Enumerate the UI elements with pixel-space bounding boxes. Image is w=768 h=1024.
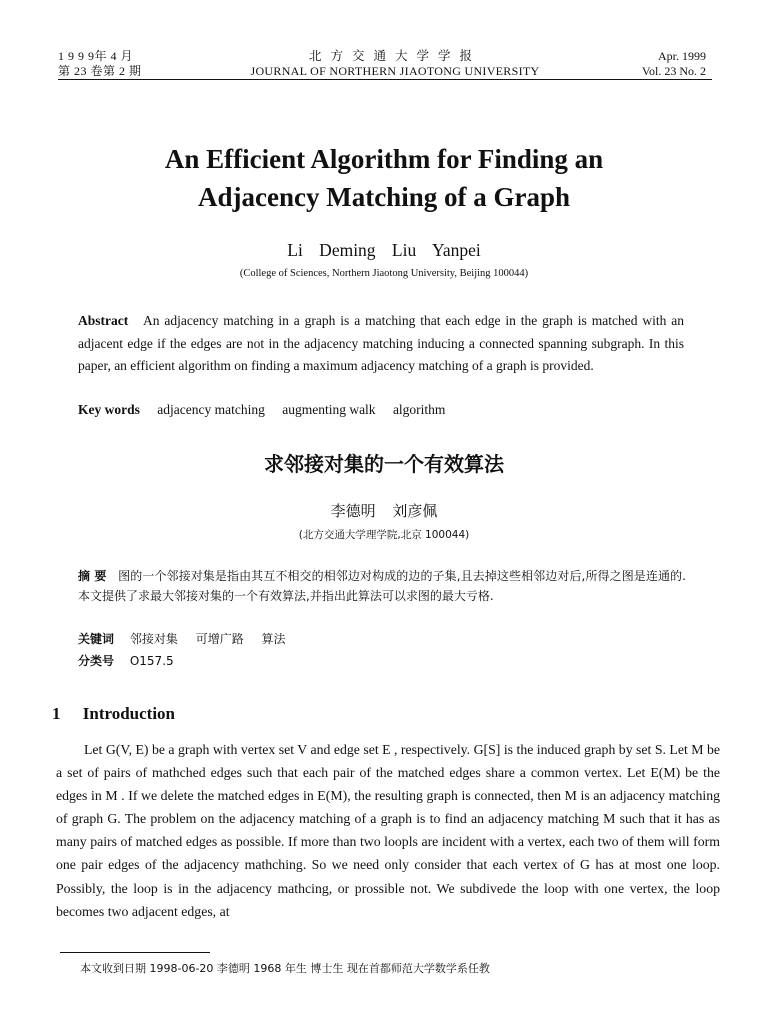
- footnote: 本文收到日期 1998-06-20 李德明 1968 年生 博士生 现在首都师范大学数学系任教: [80, 962, 490, 975]
- keyword-item: augmenting walk: [282, 402, 376, 417]
- chinese-keyword-item: 算法: [261, 632, 286, 646]
- chinese-keyword-item: 邻接对集: [129, 632, 178, 646]
- chinese-keywords-label: 关键词: [78, 632, 115, 646]
- chinese-keyword-item: 可增广路: [195, 632, 244, 646]
- header-issue-info: [58, 49, 142, 79]
- keyword-item: algorithm: [392, 402, 446, 417]
- chinese-authors: 李德明 刘彦佩: [330, 502, 438, 520]
- body-paragraph: Let G(V, E) be a graph with vertex set V and edge set E , respectively. G[S] is the induced graph by set S. Let M be a set of pairs of mathched edges such that each pair of the matched edges share a common vertex. Let E(M) be the edges in M . If we delete the matched edges in E(M), the resulting graph is connected, then M is an adjacency matching of graph G. The problem on the adjacency matching of a graph is to find an adjacency matching M such that it has as many pairs of matched edges as possible. If more than two loopls are incident with a vertex, each two of them will form one pair edges of the adjacency mathching. So we need only consider that each vertex of G has at most one loop. Possibly, the loop is in the adjacency mathcing, or prossible not. We subdivede the loop with one vertex, the loop becomes two adjacent edges, at: [56, 742, 720, 919]
- keyword-item: adjacency matching: [157, 402, 265, 417]
- section-body: [56, 738, 720, 923]
- journal-name-zh: 北方交通大学学报: [308, 49, 481, 63]
- keywords: [78, 402, 445, 418]
- header-volume-info: [642, 49, 706, 79]
- header-volume-en: Vol. 23 No. 2: [641, 64, 706, 78]
- keywords-label: Key words: [78, 402, 140, 417]
- classification-label: 分类号: [78, 654, 115, 668]
- footnote-rule: [60, 952, 210, 953]
- chinese-abstract-text: 图的一个邻接对集是指由其互不相交的相邻边对构成的边的子集,且去掉这些相邻边对后,所得之图是连通的.本文提供了求最大邻接对集的一个有效算法,并指出此算法可以求图的最大亏格.: [78, 569, 686, 603]
- classification-value: O157.5: [129, 654, 174, 668]
- header-journal: [200, 49, 590, 79]
- paper-title-line2: Adjacency Matching of a Graph: [198, 182, 570, 212]
- paper-affiliation: (College of Sciences, Northern Jiaotong University, Beijing 100044): [239, 268, 529, 279]
- abstract-text: An adjacency matching in a graph is a matching that each edge in the graph is matched with an adjacent edge if the edges are not in the adjacency matching inducing a connected spanning subgraph. In this paper, an efficient algorithm on finding a maximum adjacency matching of a graph is provided.: [78, 313, 684, 373]
- paper-title-line1: An Efficient Algorithm for Finding an: [164, 144, 604, 174]
- classification: [78, 652, 174, 669]
- journal-name-en: JOURNAL OF NORTHERN JIAOTONG UNIVERSITY: [250, 64, 540, 78]
- header-month-year: Apr. 1999: [658, 49, 706, 63]
- header-volume-zh: 第 23 卷第 2 期: [58, 64, 142, 78]
- chinese-title: 求邻接对集的一个有效算法: [264, 452, 504, 476]
- paper-authors: Li Deming Liu Yanpei: [287, 240, 481, 260]
- section-title: Introduction: [82, 704, 176, 723]
- section-heading: [52, 704, 175, 724]
- chinese-keywords: [78, 630, 300, 647]
- section-number: 1: [52, 704, 61, 723]
- header-rule: [58, 79, 712, 80]
- abstract: [78, 310, 684, 378]
- abstract-label: Abstract: [78, 313, 129, 328]
- chinese-abstract-label: 摘 要: [78, 569, 107, 583]
- header-date: 1 9 9 9年 4 月: [58, 49, 134, 63]
- chinese-affiliation: (北方交通大学理学院,北京 100044): [298, 529, 470, 541]
- chinese-abstract: [78, 566, 686, 606]
- paper-title: [0, 140, 768, 216]
